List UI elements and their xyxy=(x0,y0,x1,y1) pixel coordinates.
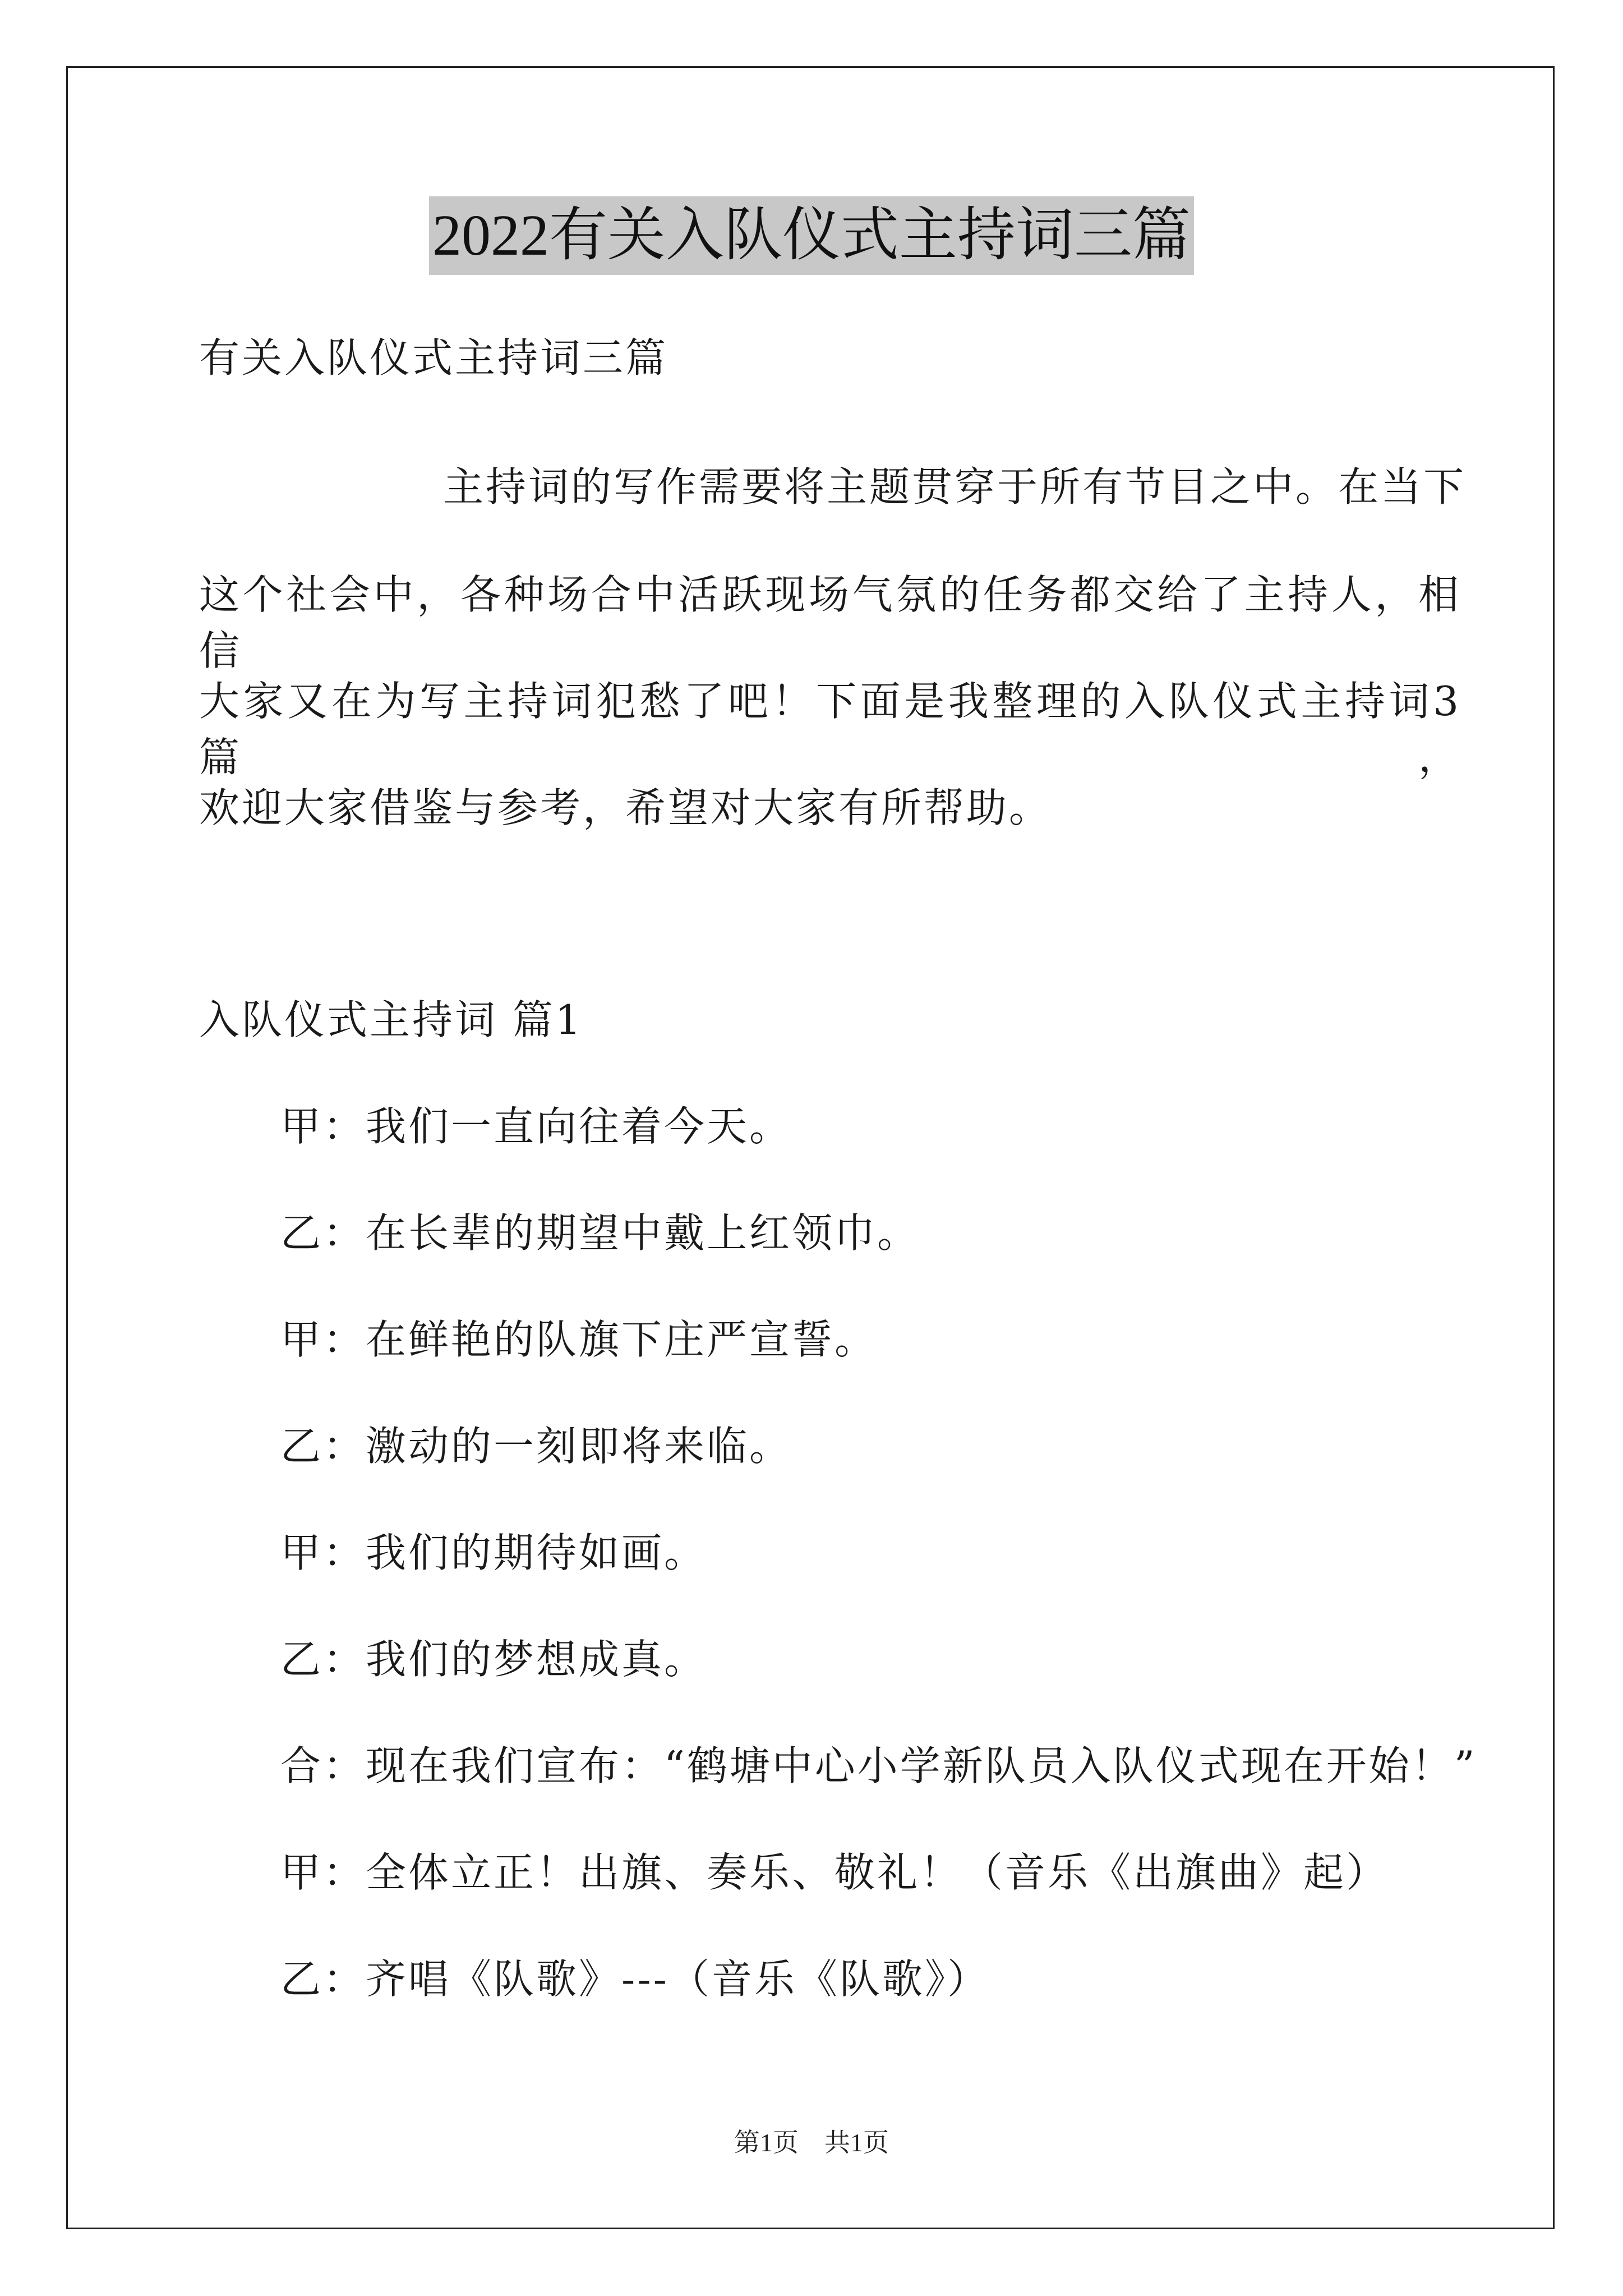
dialogue-line: 甲：我们一直向往着今天。 xyxy=(280,1103,792,1150)
intro-line-4: 欢迎大家借鉴与参考，希望对大家有所帮助。 xyxy=(199,784,1052,831)
dialogue-line: 合：现在我们宣布：“鹤塘中心小学新队员入队仪式现在开始！” xyxy=(280,1742,1477,1789)
intro-line-2: 这个社会中，各种场合中活跃现场气氛的任务都交给了主持人，相信 xyxy=(199,571,1461,674)
document-title: 2022有关入队仪式主持词三篇 xyxy=(429,196,1194,275)
intro-line-1: 主持词的写作需要将主题贯穿于所有节目之中。在当下 xyxy=(443,463,1467,510)
intro-line-3: 大家又在为写主持词犯愁了吧！下面是我整理的入队仪式主持词3篇， xyxy=(199,678,1461,781)
dialogue-line: 甲：全体立正！出旗、奏乐、敬礼！（音乐《出旗曲》起） xyxy=(280,1849,1389,1896)
dialogue-line: 甲：在鲜艳的队旗下庄严宣誓。 xyxy=(280,1316,878,1363)
dialogue-line: 乙：在长辈的期望中戴上红领巾。 xyxy=(280,1209,920,1257)
dialogue-line: 甲：我们的期待如画。 xyxy=(280,1529,707,1576)
dialogue-line: 乙：激动的一刻即将来临。 xyxy=(280,1423,792,1470)
title-container xyxy=(0,196,1623,275)
page-number-footer: 第1页 共1页 xyxy=(734,2128,889,2157)
document-subtitle: 有关入队仪式主持词三篇 xyxy=(199,334,668,381)
dialogue-line: 乙：我们的梦想成真。 xyxy=(280,1636,707,1683)
dialogue-line: 乙：齐唱《队歌》---（音乐《队歌》） xyxy=(280,1955,990,2003)
section-heading: 入队仪式主持词 篇1 xyxy=(199,996,583,1043)
